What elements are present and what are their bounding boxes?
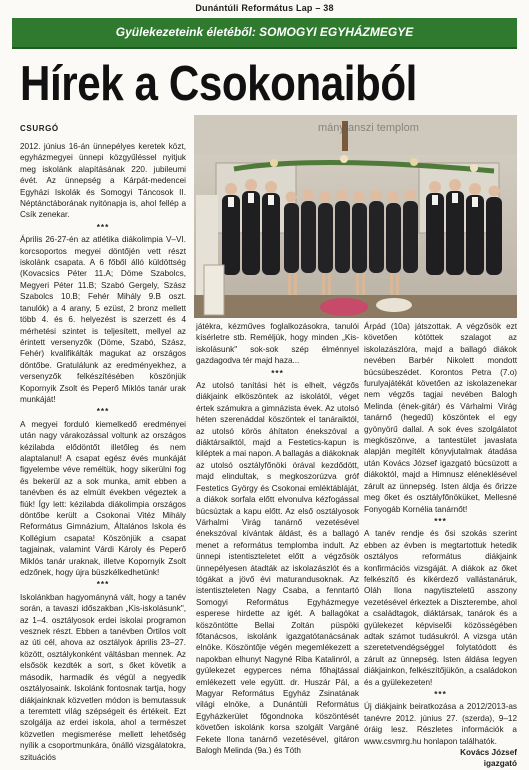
separator: ***: [434, 516, 447, 526]
paragraph: A tanév rendje és ősi szokás szerint ebben az évben is megtartottuk hetedik osztályos református diákjaink konfirmációs vizsgáját. A diákok az őket felkészítő és kikérdező vallástanáruk, Oláh Ilona nagytiszteletű asszony vezetésével érkeztek a Diszterembe, ahol a családtagok, diáktársak, tanárok és a gyülekezet képviselői közösségében adtak számot tudásukról. A vizsga után szeretetvendégséggel folytatódott és zárult az ünnepség. Isten áldása legyen diákjainkon, felkészítőjükön, a családokon és a gyülekezeten!: [364, 529, 517, 687]
separator: ***: [96, 222, 110, 232]
paragraph: Árpád (10a) játszottak. A végzősök ezt követően kötöttek szalagot az iskolazászlóra, majd a ballagó diákok nevében Barbér Nikolett mondott búcsúbeszédet. Korontos Petra (7.o) furulyajátékát követően az iskolazenekar nem végzős tagjai nevében Balogh Melinda (ének-gitár) és Várhalmi Virág tanárnő (hegedű) köszöntek el egy gyönyörű dallal. A sok éves szolgálatot megköszönve, a tantestület javaslata alapján megítélt könyvjutalmak átadása után Kovács József igazgató búcsúzott a diákoktól, majd a Himnusz eléneklésével zárult az ünnepség. Isten áldja és őrizze meg őket és osztályfőnöküket, Mellesné Fonyogáb Kornélia tanárnőt!: [364, 322, 517, 514]
paragraph: Új diákjaink beiratkozása a 2012/2013-as tanévre 2012. június 27. (szerda), 9–12 óráig lesz. Részletes információk a www.csvmrg.hu honlapon találhatók.: [364, 702, 517, 746]
group-photo-illustration: [194, 115, 517, 318]
paragraph: Az utolsó tanítási hét is elhelt, végzős diákjaink elköszöntek az iskolától, véget értek számukra a gimnázista évek. Az utolsó héten szerenáddal köszöntek el tanáraiktól, az utolsó körös áhítaton énekszóval a diáktársaiktól, majd a Festetics-kapun is kiléptek a mai napon. A ballagás a diákoknak az utolsó osztályfőnöki órával kezdődött, majd elindultak, s megkoszorúzva gróf Festetics György és Csokonai emléktábláját, a diákok sorfala előtt elvonulva kézfogással búcsúztak a kapu előtt. Az első osztályosok Várhalmi Virág tanárnő vezetésével énekszóval kívántak áldást, és a ballagó menet a református templomba indult. Az ünnepi istentiszteletet előtt a végzősök ünnepélyesen átadták az iskolazászlót és a tógákat a jövő évi maturandusoknak. Az istentiszteleten Nagy Csaba, a fenntartó Somogyi Református Egyházmegye esperese hirdette az igét. A ballagókat köszöntötte Bellai Zoltán püspöki főtanácsos, iskolánk igazgatótanácsának elnöke. Köszöntője végén megemlékezett a napokban elhunyt Nagyné Riba Katalinról, a gyülekezet egyperces néma főhajtással emlékezett vele együtt. dr. Huszár Pál, a Magyar Református Egyház Zsinatának világi elnöke, a Dunántúli Református Egyházkerület főgondnoka köszöntését követően iskolánk korsa szolgált Vargáné Fekete Ilona tanárnő vezetésével, gitáron Balogh Melinda (9a.) és Tóth: [196, 381, 359, 756]
paragraph: játékra, kézműves foglalkozásokra, tanulói kísérletre stb. Reméljük, hogy minden „Kis-iskolásunk" sok-sok szép élménnyel gazdagodva tér majd haza...: [196, 322, 359, 366]
separator: ***: [271, 368, 284, 378]
article-column-2: [196, 321, 359, 756]
signature-name: Kovács József: [460, 748, 517, 758]
article-dateline: CSURGÓ: [20, 124, 59, 133]
article-column-3: [364, 321, 517, 770]
separator: ***: [434, 690, 447, 699]
signature-role: igazgató: [483, 759, 517, 769]
photo-overlay-text: mánytanszi templom: [318, 122, 419, 134]
group-photo: [194, 115, 517, 318]
running-header: Dunántúli Református Lap – 38: [195, 3, 334, 13]
separator: ***: [96, 407, 110, 417]
paragraph: Iskolánkban hagyományná vált, hogy a tanév során, a tavaszi időszakban „Kis-iskolásunk", az 1–4. osztályosok erdei iskolai programon vesznek részt. Ebben a tanévben Örtilos volt az úti cél, ahova az osztályok április 23–27. között, osztálykonként váltásban mennek. Az elsősök kezdték a sort, s őket követik a második, harmadik és végül a negyedik osztályosaink. Iskolánk fontosnak tartja, hogy diákjainknak közvetlen módon is bemutassuk a teremtett világ szépségeit és értékeit. Ezt szolgálja az erdei iskola, ahol a természet közvetlen megismerése mellett lehetőség nyílik a csoportmunkára, önálló vizsgálatokra, szituációs: [20, 592, 186, 762]
article-title: Hírek a Csokonaiból: [20, 57, 417, 111]
paragraph: A megyei forduló kiemelkedő eredményei után nagy várakozással voltunk az országos kézilabda elődöntőt illetőleg és nem alaptalanul! A csapat egész évés munkáját figyelembe véve reméltük, hogy sikerülni fog és bekerül az a sok munka, amit ebben a tanévben és az elmúlt években végeztek a fiúk! Így lett: kézilabda diákolimpia országos döntőbe került a Csokonai Vitéz Mihály Református Gimnázium, Általános Iskola és Kollégium csapata! Köszönjük a csapat tagjainak, valamint Várdi Károly és Peperő Miklós tanár uraknak, illetve Kopornyik Zsolt edzőnek, hogy újra büszkélkedhetünk!: [20, 419, 186, 578]
article-column-1: [20, 141, 186, 763]
section-banner-text: Gyülekezeteink életéből: SOMOGYI EGYHÁZMEGYE: [115, 25, 414, 39]
section-banner: [12, 18, 517, 49]
paragraph: 2012. június 16-án ünnepélyes keretek közt, egyházmegyei ünnepi közgyűléssel nyitjuk meg iskolánk alapításának 220. jubileumi évét. Az ünnepség a Kárpát-medencei Egyházi Iskolák és Somogyi Táncosok II. Néptánctáborának nyitónapja is, ahol fellép a Csík zenekar.: [20, 142, 186, 220]
separator: ***: [96, 580, 110, 590]
paragraph: Április 26-27-én az atlétika diákolimpia V–VI. korcsoportos megyei döntőjén vett részt iskolánk csapata. A 6 főből álló küldöttség (Kovacsics Péter 11.A; Döme Szabolcs, Megyeri Péter 11.B; Szabó Gergely, Szász Szabolcs 10.B; Fehér Mihály 9.B oszt. tanulók) a 4 arany, 5 ezüst, 2 bronz mellett több 4. és 6. helyezést is szerzett és 4 mérhetési szintet is teljesített, mellyel az érintett versenyzők (Döme, Szabó, Szász, Fehér) kvalifikálták magukat az országos döntőbe. Gratulálunk az eredményekhez, a versenyzők felkészítésében köszönjük Kopornyik Zsolt és Peperő Miklós tanár urak munkáját!: [20, 235, 186, 404]
